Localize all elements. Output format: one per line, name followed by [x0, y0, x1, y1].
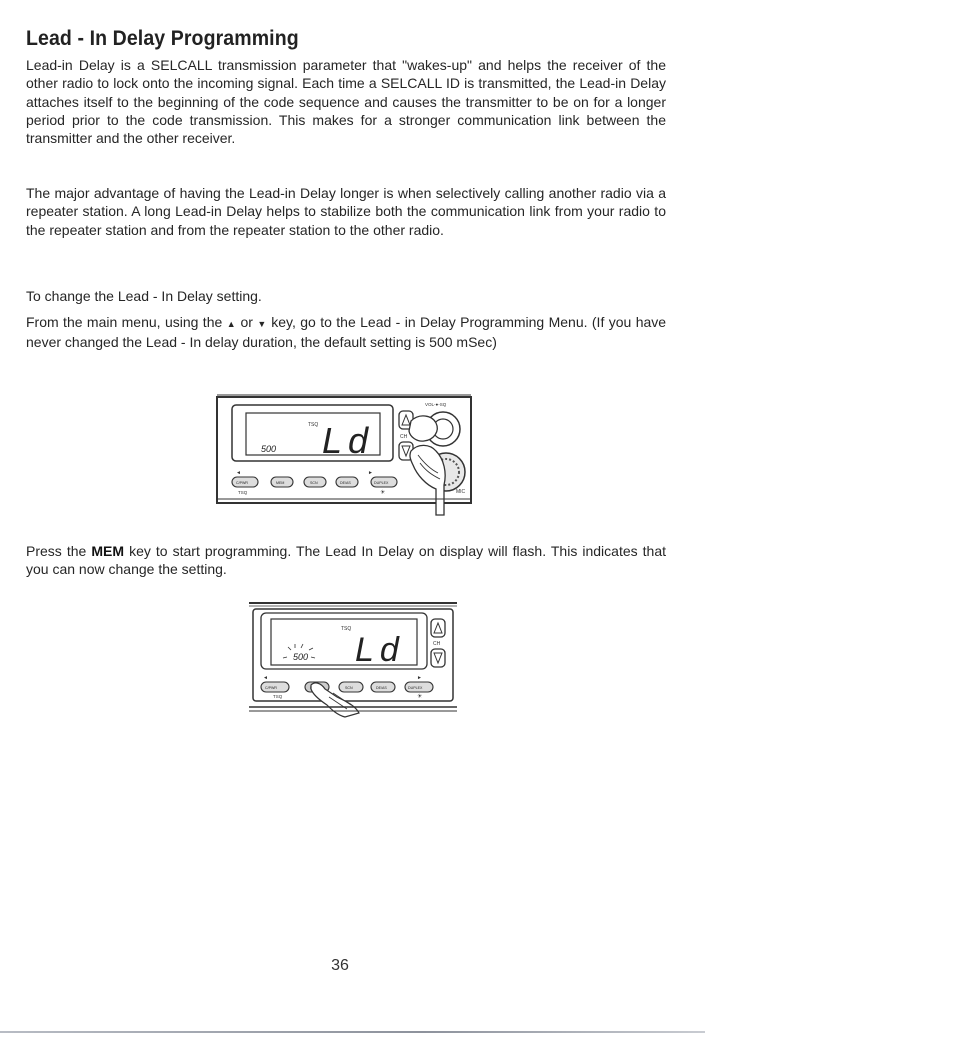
tsq-indicator: TSQ: [341, 626, 352, 632]
paragraph-main-menu-instructions: [26, 313, 666, 352]
front-buttons: [232, 477, 397, 487]
bottom-rule: [0, 1031, 705, 1033]
lcd-value-flashing: 500: [293, 652, 309, 662]
front-button-label: C/PWR: [236, 481, 248, 485]
paragraph-mem-key-instructions: [26, 542, 666, 579]
front-button-label: DE/AS: [340, 481, 351, 485]
arrow-left-marker: ◄: [263, 675, 268, 681]
paragraph-repeater-advantage: The major advantage of having the Lead-in Delay longer is when selectively calling another radio via a repeater station. A long Lead-in Delay helps to stabilize both the communication link from your radio to the repeater station and from the repeater station to the other radio.: [26, 185, 666, 238]
lcd-main-text: Ld: [322, 420, 375, 461]
up-arrow-icon: ▲: [226, 319, 237, 329]
ch-label: CH: [400, 434, 408, 440]
front-button-label: C/PWR: [265, 686, 277, 690]
page-number: 36: [331, 957, 349, 974]
lamp-icon: ☀: [380, 490, 386, 496]
front-button-label: DUPLEX: [408, 686, 423, 690]
lamp-icon: ☀: [417, 694, 423, 700]
ch-label: CH: [433, 641, 441, 647]
lcd-value: 500: [261, 444, 277, 454]
instruction-text: key to start programming. The Lead In Delay on display will flash. This indicates that you can now change the setting.: [26, 543, 667, 578]
down-arrow-icon: ▼: [257, 319, 267, 329]
radio-figure-mem-press: [247, 601, 459, 719]
page-title: Lead - In Delay Programming: [26, 27, 299, 50]
arrow-left-marker: ◄: [236, 470, 241, 476]
arrow-right-marker: ►: [417, 675, 422, 681]
tsq-label: TSQ: [273, 694, 283, 699]
tsq-indicator: TSQ: [308, 422, 319, 428]
instruction-text: or: [240, 314, 253, 330]
pointing-hand-upper: [409, 416, 437, 441]
front-button-label: MEM: [276, 481, 285, 485]
vol-sq-label: VOL-●-SQ: [425, 402, 447, 407]
radio-figure-main-menu: [214, 393, 500, 521]
tsq-label: TSQ: [238, 490, 248, 495]
paragraph-lead-in-definition: Lead-in Delay is a SELCALL transmission parameter that "wakes-up" and helps the receiver of the other radio to lock onto the incoming signal. Each time a SELCALL ID is transmitted, the Lead-in Delay attaches itself to the beginning of the code sequence and causes the transmitter to be on for a longer period prior to the code transmission. This makes for a stronger communication link between the transmitter and the other receiver.: [26, 57, 666, 147]
front-button-label: SCN: [345, 686, 353, 690]
instruction-text: key, go to the Lead - in Delay Programming Menu. (If you have never changed the Lead - In delay duration, the default setting is 500 mSec): [26, 314, 667, 351]
mem-key-name: MEM: [91, 543, 125, 559]
front-buttons: [261, 682, 433, 692]
instruction-text: From the main menu, using the: [26, 314, 223, 330]
paragraph-change-setting: To change the Lead - In Delay setting.: [26, 288, 262, 304]
front-button-label: SCN: [310, 481, 318, 485]
mic-label: MIC: [456, 489, 466, 495]
lcd-main-text: Ld: [355, 631, 405, 669]
front-button-label: DUPLEX: [374, 481, 389, 485]
front-button-label: DE/AS: [376, 686, 387, 690]
arrow-right-marker: ►: [368, 470, 373, 476]
instruction-text: Press the: [26, 543, 87, 559]
